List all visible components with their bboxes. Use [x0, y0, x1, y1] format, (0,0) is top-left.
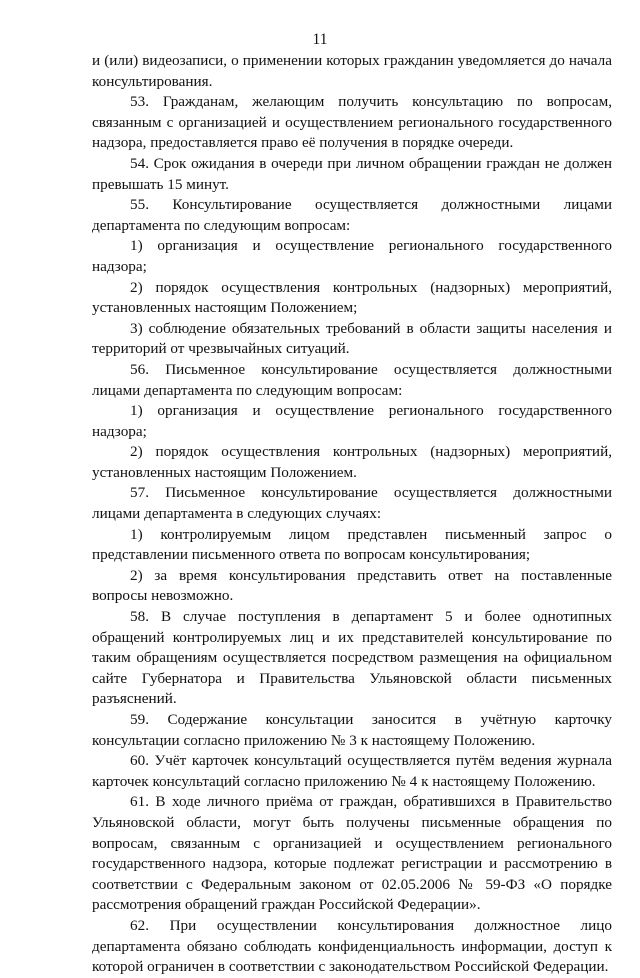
paragraph-56: 56. Письменное консультирование осуществляется должностными лицами департамента по следующим вопросам:	[92, 360, 612, 399]
paragraph-56-item-1: 1) организация и осуществление регионального государственного надзора;	[92, 402, 612, 440]
paragraph-53: 53. Гражданам, желающим получить консультацию по вопросам, связанным с организацией и осуществлением регионального государственного надзора, предоставляется право её получения в порядке очереди.	[92, 93, 612, 152]
paragraph-59: 59. Содержание консультации заносится в учётную карточку консультации согласно приложению № 3 к настоящему Положению.	[92, 711, 612, 749]
paragraph-55-item-1: 1) организация и осуществление регионального государственного надзора;	[92, 237, 612, 275]
paragraph-55: 55. Консультирование осуществляется должностными лицами департамента по следующим вопросам:	[92, 196, 612, 234]
paragraph-55-item-2: 2) порядок осуществления контрольных (надзорных) мероприятий, установленных настоящим Положением;	[92, 278, 612, 317]
paragraph-57: 57. Письменное консультирование осуществляется должностными лицами департамента в следующих случаях:	[92, 484, 612, 523]
paragraph-62: 62. При осуществлении консультирования должностное лицо департамента обязано соблюдать конфиденциальность информации, доступ к которой ограничен в соответствии с законодательством Российской Федерации.	[92, 916, 612, 976]
paragraph-56-item-2: 2) порядок осуществления контрольных (надзорных) мероприятий, установленных настоящим Положением.	[92, 443, 612, 481]
page-number: 11	[312, 31, 328, 48]
paragraph-57-item-2: 2) за время консультирования представить ответ на поставленные вопросы невозможно.	[92, 566, 612, 605]
paragraph-54: 54. Срок ожидания в очереди при личном обращении граждан не должен превышать 15 минут.	[92, 154, 612, 193]
paragraph-60: 60. Учёт карточек консультаций осуществляется путём ведения журнала карточек консультаций согласно приложению № 4 к настоящему Положению.	[92, 752, 612, 790]
paragraph-61: 61. В ходе личного приёма от граждан, обратившихся в Правительство Ульяновской области, могут быть получены письменные обращения по вопросам, связанным с организацией и осуществлением регионального государственного надзора, которые подлежат регистрации и рассмотрению в соответствии с Федеральным законом от 02.05.2006 № 59-ФЗ «О порядке рассмотрения обращений граждан Российской Федерации».	[92, 793, 612, 914]
paragraph-continuation: и (или) видеозаписи, о применении которых гражданин уведомляется до начала консультирования.	[92, 52, 612, 90]
paragraph-55-item-3: 3) соблюдение обязательных требований в области защиты населения и территорий от чрезвычайных ситуаций.	[92, 319, 612, 358]
paragraph-58: 58. В случае поступления в департамент 5 и более однотипных обращений контролируемых лиц и их представителей консультирование по таким обращениям осуществляется посредством размещения на официальном сайте Губернатора и Правительства Ульяновской области письменных разъяснений.	[92, 608, 612, 708]
paragraph-57-item-1: 1) контролируемым лицом представлен письменный запрос о представлении письменного ответа по вопросам консультирования;	[92, 525, 612, 564]
document-body	[92, 51, 612, 978]
